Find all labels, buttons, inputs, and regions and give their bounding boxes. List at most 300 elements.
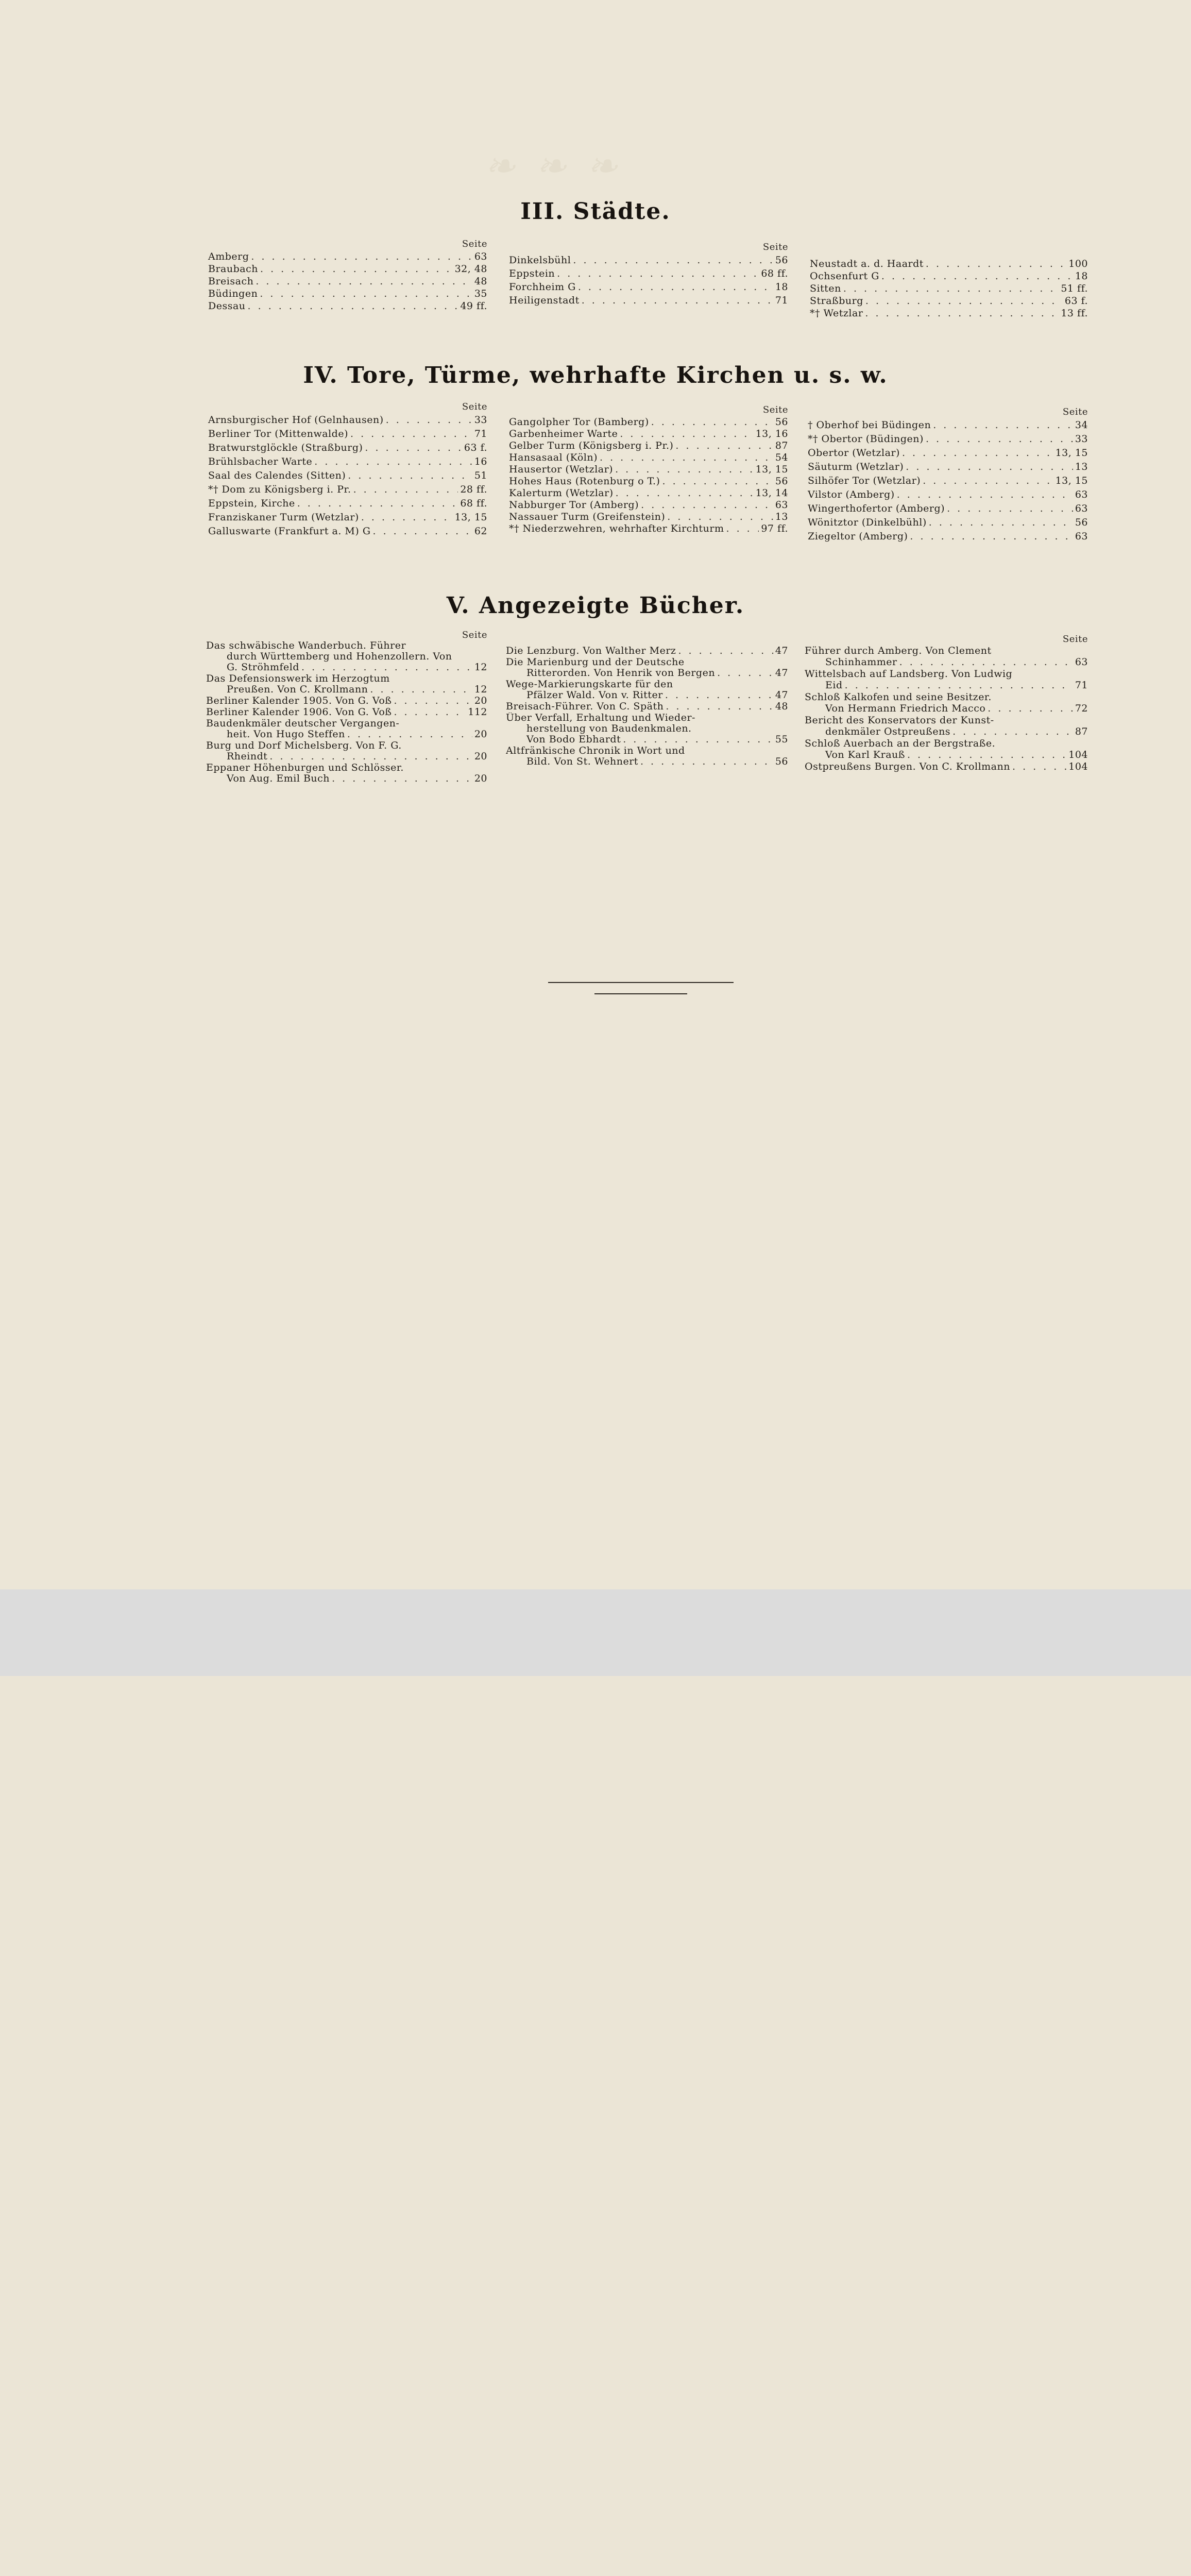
leader-dots	[843, 282, 1059, 295]
book-line: herstellung von Baudenkmalen.	[526, 723, 692, 734]
entry-title: Obertor (Wetzlar)	[808, 447, 900, 459]
page-column-header: Seite	[1062, 634, 1088, 645]
book-page: 71	[1075, 680, 1088, 691]
entry-title: Brühlsbacher Warte	[208, 456, 313, 467]
leader-dots	[347, 729, 472, 740]
entry-page: 63 f.	[464, 442, 487, 453]
index-entry	[810, 282, 1088, 295]
index-entry	[810, 270, 1088, 282]
book-line: Eppaner Höhenburgen und Schlösser.	[206, 762, 404, 773]
entry-title: *† Obertor (Büdingen)	[808, 433, 924, 445]
entry-title: Bratwurstglöckle (Straßburg)	[208, 442, 363, 453]
book-last-line	[206, 696, 487, 706]
book-page: 47	[775, 689, 788, 701]
book-page: 12	[474, 662, 487, 673]
entry-page: 13, 15	[454, 512, 487, 523]
leader-dots	[1012, 761, 1066, 772]
index-entry	[509, 487, 788, 499]
entry-page: 51	[474, 470, 487, 481]
entry-title: Galluswarte (Frankfurt a. M) G	[208, 526, 371, 537]
book-line: Wege-Markierungskarte für den	[506, 679, 673, 690]
book-line: durch Württemberg und Hohenzollern. Von	[227, 651, 452, 662]
entry-page: 18	[1075, 270, 1088, 282]
index-entry	[208, 300, 487, 312]
book-page: 112	[468, 706, 487, 718]
section-5-title: V. Angezeigte Bücher.	[446, 592, 745, 619]
index-entry	[808, 446, 1088, 460]
book-last-line	[805, 656, 1088, 668]
book-last-line	[206, 684, 487, 695]
index-entry	[208, 511, 487, 524]
index-entry	[509, 523, 788, 535]
entry-title: Vilstor (Amberg)	[808, 489, 895, 500]
book-last-line	[206, 707, 487, 718]
book-line: Burg und Dorf Michelsberg. Von F. G.	[206, 740, 402, 751]
leader-dots	[865, 307, 1059, 319]
book-line: Über Verfall, Erhaltung und Wieder-	[506, 713, 695, 723]
entry-page: 34	[1075, 419, 1088, 431]
book-last-line	[506, 701, 788, 712]
entry-page: 13	[1075, 461, 1088, 472]
index-entry	[509, 416, 788, 428]
entry-title: Heiligenstadt	[509, 295, 580, 306]
index-entry	[808, 418, 1088, 432]
book-page: 47	[775, 667, 788, 679]
leader-dots	[845, 680, 1073, 691]
leader-dots	[952, 726, 1073, 737]
leader-dots	[906, 460, 1073, 474]
entry-title: *† Dom zu Königsberg i. Pr.	[208, 484, 351, 495]
index-entry	[208, 469, 487, 483]
entry-title: Franziskaner Turm (Wetzlar)	[208, 512, 359, 523]
leader-dots	[394, 696, 472, 706]
leader-dots	[373, 524, 472, 538]
book-title-end: Pfälzer Wald. Von v. Ritter	[526, 689, 663, 701]
section-5-column-1	[206, 630, 487, 785]
book-entry	[206, 696, 487, 706]
entry-title: Eppstein, Kirche	[208, 498, 295, 509]
entry-page: 35	[474, 288, 487, 299]
book-page: 20	[474, 773, 487, 784]
book-title-end: Von Hermann Friedrich Macco	[825, 703, 986, 714]
book-title-end: Ostpreußens Burgen. Von C. Krollmann	[805, 761, 1010, 772]
book-last-line	[805, 680, 1088, 691]
entry-title: Sitten	[810, 283, 841, 294]
entry-page: 63 f.	[1064, 295, 1088, 307]
entry-page: 56	[775, 255, 788, 266]
leader-dots	[616, 487, 754, 499]
book-page: 47	[775, 645, 788, 656]
book-entry	[805, 691, 1088, 714]
index-entry	[208, 250, 487, 263]
entry-page: 13, 15	[755, 464, 788, 475]
leader-dots	[260, 263, 453, 275]
book-entry	[206, 762, 487, 784]
entry-title: *† Wetzlar	[810, 308, 863, 319]
entry-title: Arnsburgischer Hof (Gelnhausen)	[208, 414, 384, 426]
entry-page: 71	[775, 295, 788, 306]
book-last-line	[206, 773, 487, 784]
index-entry	[509, 280, 788, 294]
book-page: 20	[474, 728, 487, 740]
book-title-end: heit. Von Hugo Steffen	[227, 728, 345, 740]
entry-page: 97 ff.	[761, 523, 788, 534]
book-entry	[805, 761, 1088, 772]
leader-dots	[332, 773, 472, 784]
entry-page: 56	[1075, 517, 1088, 528]
section-3-column-1	[208, 238, 487, 312]
leader-dots	[678, 646, 773, 656]
book-entry	[506, 657, 788, 679]
page-column-header: Seite	[462, 630, 487, 640]
entry-title: *† Niederzwehren, wehrhafter Kirchturm	[509, 523, 724, 534]
book-entry	[805, 668, 1088, 691]
entry-page: 87	[775, 440, 788, 451]
entry-title: Dinkelsbühl	[509, 255, 571, 266]
library-footer	[0, 1589, 1191, 1676]
book-last-line	[206, 751, 487, 762]
book-title-end: Preußen. Von C. Krollmann	[227, 684, 368, 695]
index-entry	[808, 488, 1088, 502]
entry-title: Braubach	[208, 263, 258, 275]
index-entry	[808, 474, 1088, 488]
book-entry	[206, 640, 487, 673]
leader-dots	[269, 751, 472, 762]
entry-page: 63	[775, 499, 788, 511]
book-entry	[506, 679, 788, 701]
entry-title: Forchheim G	[509, 281, 576, 293]
book-line: Baudenkmäler deutscher Vergangen-	[206, 718, 400, 729]
entry-title: Hausertor (Wetzlar)	[509, 464, 614, 475]
book-page: 12	[474, 684, 487, 695]
leader-dots	[314, 455, 472, 469]
book-title-end: Die Lenzburg. Von Walther Merz	[506, 645, 676, 656]
book-last-line	[506, 646, 788, 656]
book-line: Schloß Kalkofen und seine Besitzer.	[805, 691, 992, 703]
entry-title: Straßburg	[810, 295, 863, 307]
entry-page: 28 ff.	[460, 484, 487, 495]
entry-page: 62	[474, 526, 487, 537]
book-title-end: Berliner Kalender 1905. Von G. Voß	[206, 695, 392, 706]
section-4-column-3	[808, 406, 1088, 544]
entry-list	[808, 418, 1088, 544]
book-entry	[805, 715, 1088, 737]
leader-dots	[350, 427, 472, 441]
entry-title: Wönitztor (Dinkelbühl)	[808, 517, 927, 528]
index-entry	[509, 440, 788, 452]
leader-dots	[651, 416, 773, 428]
entry-page: 63	[1075, 503, 1088, 514]
entry-title: Gelber Turm (Königsberg i. Pr.)	[509, 440, 674, 451]
entry-list	[810, 258, 1088, 319]
index-entry	[808, 516, 1088, 530]
leader-dots	[662, 476, 773, 487]
book-last-line	[805, 703, 1088, 714]
book-line: Das schwäbische Wanderbuch. Führer	[206, 640, 406, 651]
book-line: Wittelsbach auf Landsberg. Von Ludwig	[805, 668, 1013, 680]
leader-dots	[640, 756, 773, 767]
entry-page: 49 ff.	[460, 300, 487, 312]
entry-page: 56	[775, 416, 788, 428]
index-entry	[810, 307, 1088, 319]
leader-dots	[394, 707, 466, 718]
book-last-line	[805, 761, 1088, 772]
book-entry	[506, 745, 788, 767]
index-entry	[208, 455, 487, 469]
entry-page: 16	[474, 456, 487, 467]
book-entry	[805, 645, 1088, 668]
leader-dots	[365, 441, 462, 455]
page-column-header: Seite	[762, 242, 788, 252]
entry-list	[509, 253, 788, 307]
index-entry	[509, 428, 788, 440]
section-4-column-1	[208, 401, 487, 538]
leader-dots	[386, 413, 472, 427]
page-column-header: Seite	[762, 404, 788, 415]
book-page: 72	[1075, 703, 1088, 714]
entry-title: Eppstein	[509, 268, 555, 279]
index-entry	[509, 452, 788, 464]
entry-title: Hansasaal (Köln)	[509, 452, 598, 463]
entry-title: Büdingen	[208, 288, 258, 299]
leader-dots	[910, 530, 1073, 544]
book-last-line	[206, 729, 487, 740]
section-3-title: III. Städte.	[520, 198, 671, 225]
entry-page: 33	[1075, 433, 1088, 445]
book-list	[506, 646, 788, 767]
book-line: Bericht des Konservators der Kunst-	[805, 715, 994, 726]
entry-page: 63	[474, 251, 487, 262]
entry-page: 13, 16	[755, 428, 788, 439]
entry-title: Breisach	[208, 276, 254, 287]
leader-dots	[578, 280, 773, 294]
book-entry	[506, 713, 788, 745]
entry-title: Berliner Tor (Mittenwalde)	[208, 428, 348, 439]
index-entry	[810, 258, 1088, 270]
book-last-line	[506, 668, 788, 679]
leader-dots	[907, 749, 1066, 760]
book-page: 104	[1068, 761, 1088, 772]
book-title-end: Von Aug. Emil Buch	[227, 773, 330, 784]
leader-dots	[256, 275, 472, 287]
index-entry	[509, 464, 788, 476]
leader-dots	[726, 523, 759, 535]
leader-dots	[899, 656, 1073, 668]
leader-dots	[641, 499, 773, 511]
index-entry	[808, 432, 1088, 446]
leader-dots	[297, 497, 458, 511]
entry-page: 33	[474, 414, 487, 426]
book-last-line	[206, 662, 487, 673]
entry-page: 68 ff.	[761, 268, 788, 279]
entry-title: Gangolpher Tor (Bamberg)	[509, 416, 649, 428]
page-column-header: Seite	[1062, 406, 1088, 417]
entry-title: Nassauer Turm (Greifenstein)	[509, 511, 666, 522]
entry-title: Wingerthofertor (Amberg)	[808, 503, 945, 514]
book-line: Führer durch Amberg. Von Clement	[805, 645, 992, 656]
book-page: 48	[775, 701, 788, 712]
index-entry	[509, 476, 788, 487]
closing-rule-short	[594, 993, 687, 994]
leader-dots	[620, 428, 753, 440]
entry-page: 54	[775, 452, 788, 463]
leader-dots	[865, 295, 1063, 307]
book-page: 63	[1075, 656, 1088, 668]
leader-dots	[902, 446, 1053, 460]
leader-dots	[251, 250, 472, 263]
book-page: 55	[775, 734, 788, 745]
entry-page: 71	[474, 428, 487, 439]
book-list	[805, 645, 1088, 772]
book-page: 56	[775, 756, 788, 767]
book-line: Schloß Auerbach an der Bergstraße.	[805, 738, 996, 749]
entry-page: 68 ff.	[460, 498, 487, 509]
book-last-line	[506, 756, 788, 767]
leader-dots	[666, 701, 773, 712]
entry-page: 100	[1068, 258, 1088, 269]
book-title-end: Schinhammer	[825, 656, 897, 668]
entry-list	[509, 416, 788, 535]
page-column-header: Seite	[462, 401, 487, 412]
leader-dots	[947, 502, 1073, 516]
book-entry	[206, 718, 487, 740]
entry-title: Silhöfer Tor (Wetzlar)	[808, 475, 921, 486]
book-line: Das Defensionswerk im Herzogtum	[206, 673, 390, 684]
book-entry	[206, 707, 487, 718]
leader-dots	[897, 488, 1073, 502]
bleed-through-shadow: ❧ ❧ ❧	[484, 144, 622, 188]
leader-dots	[675, 440, 773, 452]
page-column-header: Seite	[462, 239, 487, 249]
leader-dots	[582, 294, 773, 307]
book-title-end: Ritterorden. Von Henrik von Bergen	[526, 667, 716, 679]
leader-dots	[361, 511, 453, 524]
book-entry	[206, 740, 487, 762]
leader-dots	[881, 270, 1073, 282]
entry-title: Saal des Calendes (Sitten)	[208, 470, 346, 481]
entry-title: Kalerturm (Wetzlar)	[509, 487, 614, 499]
section-4-column-2	[509, 404, 788, 535]
entry-page: 18	[775, 281, 788, 293]
entry-page: 13, 15	[1055, 447, 1088, 459]
book-entry	[506, 701, 788, 712]
leader-dots	[923, 474, 1053, 488]
leader-dots	[717, 668, 773, 679]
entry-page: 13, 15	[1055, 475, 1088, 486]
leader-dots	[926, 258, 1066, 270]
entry-title: Ochsenfurt G	[810, 270, 879, 282]
entry-page: 48	[474, 276, 487, 287]
book-line: Altfränkische Chronik in Wort und	[506, 745, 685, 756]
section-4-title: IV. Tore, Türme, wehrhafte Kirchen u. s. w.	[303, 362, 888, 388]
leader-dots	[301, 662, 472, 673]
index-entry	[808, 460, 1088, 474]
leader-dots	[353, 483, 458, 497]
index-entry	[208, 263, 487, 275]
leader-dots	[615, 464, 753, 476]
leader-dots	[988, 703, 1073, 714]
entry-title: Amberg	[208, 251, 249, 262]
index-entry	[509, 511, 788, 523]
book-page: 20	[474, 695, 487, 706]
closing-rule-long	[548, 982, 734, 983]
book-title-end: Breisach-Führer. Von C. Späth	[506, 701, 664, 712]
entry-page: 32, 48	[454, 263, 487, 275]
book-title-end: denkmäler Ostpreußens	[825, 726, 951, 737]
leader-dots	[929, 516, 1073, 530]
section-5-column-2	[506, 646, 788, 768]
leader-dots	[623, 734, 773, 745]
entry-title: † Oberhof bei Büdingen	[808, 419, 931, 431]
entry-page: 56	[775, 476, 788, 487]
book-entry	[206, 673, 487, 695]
index-entry	[808, 502, 1088, 516]
book-entry	[805, 738, 1088, 760]
book-page: 20	[474, 751, 487, 762]
index-entry	[509, 253, 788, 267]
index-entry	[509, 267, 788, 280]
entry-list	[208, 413, 487, 538]
entry-title: Säuturm (Wetzlar)	[808, 461, 904, 472]
index-entry	[208, 287, 487, 300]
leader-dots	[933, 418, 1073, 432]
book-last-line	[805, 749, 1088, 760]
leader-dots	[248, 300, 458, 312]
leader-dots	[348, 469, 472, 483]
entry-page: 13 ff.	[1061, 308, 1088, 319]
book-last-line	[506, 734, 788, 745]
entry-title: Hohes Haus (Rotenburg o T.)	[509, 476, 660, 487]
leader-dots	[665, 690, 773, 701]
index-entry	[208, 497, 487, 511]
leader-dots	[667, 511, 773, 523]
section-3-column-2	[509, 241, 788, 307]
entry-page: 13, 14	[755, 487, 788, 499]
leader-dots	[926, 432, 1073, 446]
entry-page: 13	[775, 511, 788, 522]
book-entry	[506, 646, 788, 656]
index-entry	[208, 441, 487, 455]
entry-title: Ziegeltor (Amberg)	[808, 531, 908, 542]
entry-title: Dessau	[208, 300, 246, 312]
index-entry	[208, 413, 487, 427]
book-title-end: Berliner Kalender 1906. Von G. Voß	[206, 706, 392, 718]
book-title-end: G. Ströhmfeld	[227, 662, 300, 673]
book-title-end: Bild. Von St. Wehnert	[526, 756, 638, 767]
book-last-line	[805, 726, 1088, 737]
leader-dots	[557, 267, 759, 280]
leader-dots	[260, 287, 472, 300]
entry-title: Garbenheimer Warte	[509, 428, 618, 439]
section-5-column-3	[805, 634, 1088, 773]
index-entry	[208, 427, 487, 441]
book-list	[206, 640, 487, 784]
book-title-end: Von Bodo Ebhardt	[526, 734, 621, 745]
entry-list	[208, 250, 487, 312]
entry-title: Neustadt a. d. Haardt	[810, 258, 924, 269]
book-page: 104	[1068, 749, 1088, 760]
index-entry	[208, 483, 487, 497]
index-entry	[208, 524, 487, 538]
book-line: Die Marienburg und der Deutsche	[506, 657, 685, 668]
leader-dots	[600, 452, 773, 464]
book-page: 87	[1075, 726, 1088, 737]
section-3-column-3	[810, 258, 1088, 319]
book-title-end: Rheindt	[227, 751, 268, 762]
index-entry	[509, 499, 788, 511]
entry-page: 63	[1075, 531, 1088, 542]
entry-page: 63	[1075, 489, 1088, 500]
